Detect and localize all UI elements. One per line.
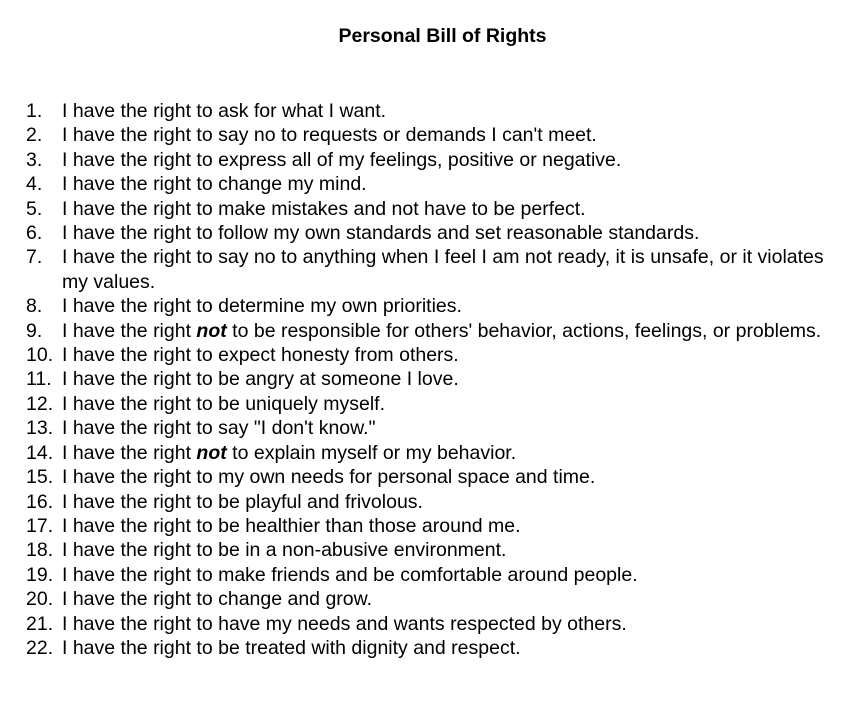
list-item [26,392,826,416]
item-number: 9. [26,319,43,342]
item-number: 1. [26,100,43,122]
item-text: I have the right to say no to anything when I feel I am not ready, it is unsafe, or it violates my values. [62,246,824,293]
item-text: I have the right to change and grow. [62,588,373,611]
item-number: 12. [26,392,54,415]
list-item [26,563,826,587]
item-text: I have the right to have my needs and wants respected by others. [62,612,627,635]
item-text-after: to explain myself or my behavior. [226,441,517,464]
list-item [26,612,826,636]
rights-list [26,99,826,660]
list-item [26,636,826,660]
list-item [26,99,826,123]
item-text: I have the right to be healthier than those around me. [62,514,521,537]
item-text: I have the right to follow my own standards and set reasonable standards. [62,222,700,245]
item-number: 7. [26,246,43,269]
item-number: 5. [26,197,43,220]
item-text: I have the right to make friends and be comfortable around people. [62,563,638,586]
item-number: 6. [26,222,43,245]
item-text: I have the right to change my mind. [62,173,367,196]
list-item [26,514,826,538]
item-text: I have the right to be in a non-abusive environment. [62,539,507,562]
item-number: 8. [26,295,43,318]
item-text-before: I have the right [62,319,197,342]
item-number: 13. [26,417,54,440]
item-text: I have the right to ask for what I want. [62,100,387,122]
item-text [62,441,826,465]
item-text [62,319,826,343]
item-number: 11. [26,368,52,391]
list-item [26,319,826,343]
item-number: 4. [26,173,43,196]
item-text: I have the right to make mistakes and not have to be perfect. [62,197,586,220]
item-number: 18. [26,539,54,562]
list-item [26,172,826,196]
list-item [26,465,826,489]
item-text: I have the right to be playful and frivolous. [62,490,423,513]
list-item [26,245,826,294]
item-text: I have the right to my own needs for personal space and time. [62,466,596,489]
item-text: I have the right to be uniquely myself. [62,392,386,415]
list-item [26,416,826,440]
item-emphasis: not [196,319,227,342]
list-item [26,294,826,318]
item-number: 19. [26,563,54,586]
item-number: 20. [26,588,54,611]
item-number: 16. [26,490,54,513]
list-item [26,148,826,172]
item-emphasis: not [196,441,227,464]
item-text: I have the right to be treated with dignity and respect. [62,636,521,659]
item-number: 21. [26,612,54,635]
document-title: Personal Bill of Rights [338,25,547,47]
list-item [26,197,826,221]
item-text-after: to be responsible for others' behavior, actions, feelings, or problems. [226,319,822,342]
item-text: I have the right to expect honesty from others. [62,344,459,367]
list-item [26,538,826,562]
list-item [26,367,826,391]
item-text: I have the right to say "I don't know." [62,417,376,440]
item-text: I have the right to be angry at someone I love. [62,368,459,391]
item-number: 15. [26,466,54,489]
item-text: I have the right to determine my own priorities. [62,295,462,318]
item-text-before: I have the right [62,441,197,464]
list-item [26,123,826,147]
list-item [26,221,826,245]
list-item [26,587,826,611]
list-item [26,441,826,465]
list-item [26,490,826,514]
item-number: 2. [26,124,43,147]
item-text: I have the right to say no to requests or demands I can't meet. [62,124,597,147]
item-number: 14. [26,441,54,464]
list-item [26,343,826,367]
item-number: 17. [26,514,54,537]
item-number: 22. [26,636,54,659]
item-text: I have the right to express all of my feelings, positive or negative. [62,148,622,171]
item-number: 10. [26,344,54,367]
item-number: 3. [26,148,43,171]
